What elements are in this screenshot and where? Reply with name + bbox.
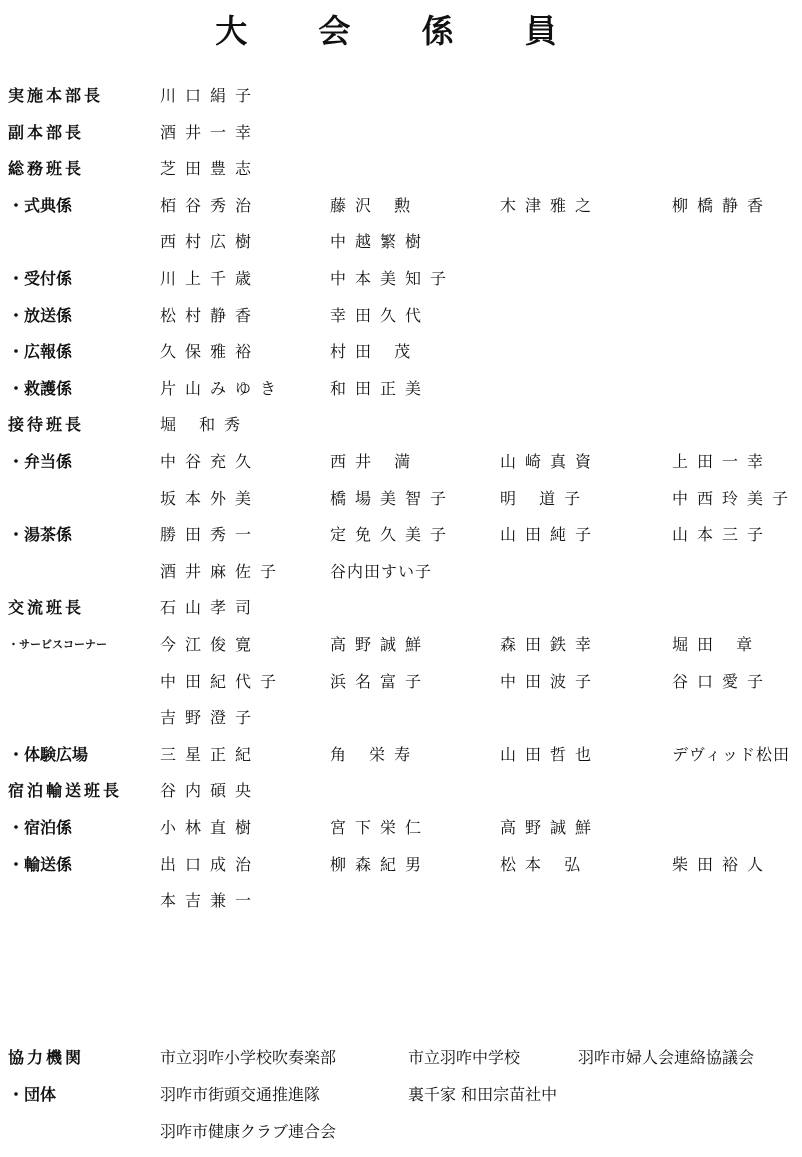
staff-name: 三星正紀 bbox=[160, 744, 261, 764]
staff-name: 山田純子 bbox=[500, 525, 601, 545]
staff-name: 村田 茂 bbox=[330, 342, 420, 362]
roster-row bbox=[0, 334, 802, 370]
staff-name: 久保雅裕 bbox=[160, 342, 261, 362]
roster-row bbox=[0, 151, 802, 187]
roster-row bbox=[0, 664, 802, 700]
staff-name: 幸田久代 bbox=[330, 305, 431, 325]
roster-row bbox=[0, 847, 802, 883]
role-label: 副本部長 bbox=[8, 122, 85, 142]
staff-name: 木津雅之 bbox=[500, 195, 601, 215]
organization-name: 羽咋市婦人会連絡協議会 bbox=[578, 1048, 755, 1067]
role-label: ・広報係 bbox=[8, 342, 73, 362]
role-label: ・輸送係 bbox=[8, 854, 73, 874]
staff-name: 山田哲也 bbox=[500, 744, 601, 764]
role-label: ・放送係 bbox=[8, 305, 73, 325]
role-label: ・宿泊係 bbox=[8, 818, 73, 837]
staff-name: 川口絹子 bbox=[160, 86, 261, 105]
organization-name: 市立羽咋小学校吹奏楽部 bbox=[160, 1048, 337, 1067]
roster-row bbox=[0, 407, 802, 443]
staff-name: 中西玲美子 bbox=[672, 488, 798, 508]
staff-name: 中本美知子 bbox=[330, 269, 456, 288]
staff-name: 西井 満 bbox=[330, 452, 420, 471]
roster-row bbox=[0, 517, 802, 553]
staff-name: 上田一幸 bbox=[672, 452, 773, 471]
staff-name: 中越繁樹 bbox=[330, 232, 431, 252]
org-row bbox=[0, 1114, 802, 1150]
staff-name: 和田正美 bbox=[330, 378, 431, 398]
staff-name: 酒井麻佐子 bbox=[160, 561, 286, 581]
staff-name: 橋場美智子 bbox=[330, 488, 456, 508]
staff-name: 西村広樹 bbox=[160, 232, 261, 252]
staff-name: 小林直樹 bbox=[160, 818, 261, 837]
role-label: 総務班長 bbox=[8, 159, 85, 179]
staff-name: 芝田豊志 bbox=[160, 159, 261, 179]
organization-name: 羽咋市健康クラブ連合会 bbox=[160, 1122, 337, 1141]
roster-row bbox=[0, 810, 802, 846]
staff-name: 柳橋静香 bbox=[672, 195, 773, 215]
staff-name: 吉野澄子 bbox=[160, 708, 261, 728]
staff-name: 今江俊寛 bbox=[160, 635, 261, 654]
staff-name: 谷口愛子 bbox=[672, 671, 773, 691]
staff-name: 山本三子 bbox=[672, 525, 773, 545]
role-label: ・弁当係 bbox=[8, 452, 73, 471]
role-label: ・式典係 bbox=[8, 195, 73, 215]
staff-name: 片山みゆき bbox=[160, 378, 286, 398]
organization-name: 裏千家 和田宗苗社中 bbox=[408, 1085, 558, 1104]
roster-row bbox=[0, 700, 802, 736]
staff-name: 谷内碩央 bbox=[160, 781, 261, 801]
org-row bbox=[0, 1077, 802, 1113]
org-row bbox=[0, 1040, 802, 1076]
staff-name: 中田紀代子 bbox=[160, 671, 286, 691]
staff-name: 栢谷秀治 bbox=[160, 195, 261, 215]
staff-name: 谷内田すい子 bbox=[330, 561, 433, 581]
staff-name: 柴田裕人 bbox=[672, 854, 773, 874]
role-label: ・湯茶係 bbox=[8, 525, 73, 545]
staff-name: 酒井一幸 bbox=[160, 122, 261, 142]
roster-row bbox=[0, 590, 802, 626]
staff-name: 松村静香 bbox=[160, 305, 261, 325]
staff-name: 角 栄寿 bbox=[330, 744, 420, 764]
roster-row bbox=[0, 444, 802, 480]
roster-row bbox=[0, 224, 802, 260]
staff-name: 本吉兼一 bbox=[160, 891, 261, 911]
roster-row bbox=[0, 115, 802, 151]
org-label: ・団体 bbox=[8, 1085, 57, 1104]
staff-name: 森田鉄幸 bbox=[500, 635, 601, 654]
roster-row bbox=[0, 188, 802, 224]
roster-row bbox=[0, 481, 802, 517]
staff-name: 山崎真資 bbox=[500, 452, 601, 471]
staff-name: 松本 弘 bbox=[500, 854, 590, 874]
roster-row bbox=[0, 554, 802, 590]
role-label: 接待班長 bbox=[8, 415, 85, 435]
role-label: 宿泊輸送班長 bbox=[8, 781, 123, 801]
staff-name: 川上千歳 bbox=[160, 269, 261, 288]
roster-row bbox=[0, 78, 802, 114]
staff-name: 出口成治 bbox=[160, 854, 261, 874]
role-label: ・サービスコーナー bbox=[8, 638, 107, 651]
roster-row bbox=[0, 371, 802, 407]
staff-name: 明 道子 bbox=[500, 488, 590, 508]
staff-name: 定免久美子 bbox=[330, 525, 456, 545]
staff-name: 中田波子 bbox=[500, 671, 601, 691]
roster-row bbox=[0, 883, 802, 919]
roster-row bbox=[0, 298, 802, 334]
staff-name: 高野誠鮮 bbox=[500, 818, 601, 837]
staff-name: 宮下栄仁 bbox=[330, 818, 431, 837]
staff-name: 柳森紀男 bbox=[330, 854, 431, 874]
role-label: ・救護係 bbox=[8, 378, 73, 398]
role-label: ・受付係 bbox=[8, 269, 73, 288]
role-label: 実施本部長 bbox=[8, 86, 104, 105]
roster-row bbox=[0, 261, 802, 297]
staff-name: 勝田秀一 bbox=[160, 525, 261, 545]
staff-name: 中谷充久 bbox=[160, 452, 261, 471]
roster-row bbox=[0, 737, 802, 773]
staff-name: 堀田 章 bbox=[672, 635, 762, 654]
roster-row bbox=[0, 627, 802, 663]
role-label: ・体験広場 bbox=[8, 744, 89, 764]
organization-name: 羽咋市街頭交通推進隊 bbox=[160, 1085, 321, 1104]
page-title: 大 会 係 員 bbox=[215, 12, 587, 50]
staff-name: 高野誠鮮 bbox=[330, 635, 431, 654]
role-label: 交流班長 bbox=[8, 598, 85, 618]
organization-name: 市立羽咋中学校 bbox=[408, 1048, 521, 1067]
org-label: 協力機関 bbox=[8, 1048, 85, 1067]
staff-name: 坂本外美 bbox=[160, 488, 261, 508]
staff-name: 堀 和秀 bbox=[160, 415, 250, 435]
staff-name: 石山孝司 bbox=[160, 598, 261, 618]
staff-name: 浜名富子 bbox=[330, 671, 431, 691]
roster-row bbox=[0, 773, 802, 809]
staff-name: 藤沢 勲 bbox=[330, 195, 420, 215]
staff-name: デヴィッド松田 bbox=[672, 744, 791, 764]
